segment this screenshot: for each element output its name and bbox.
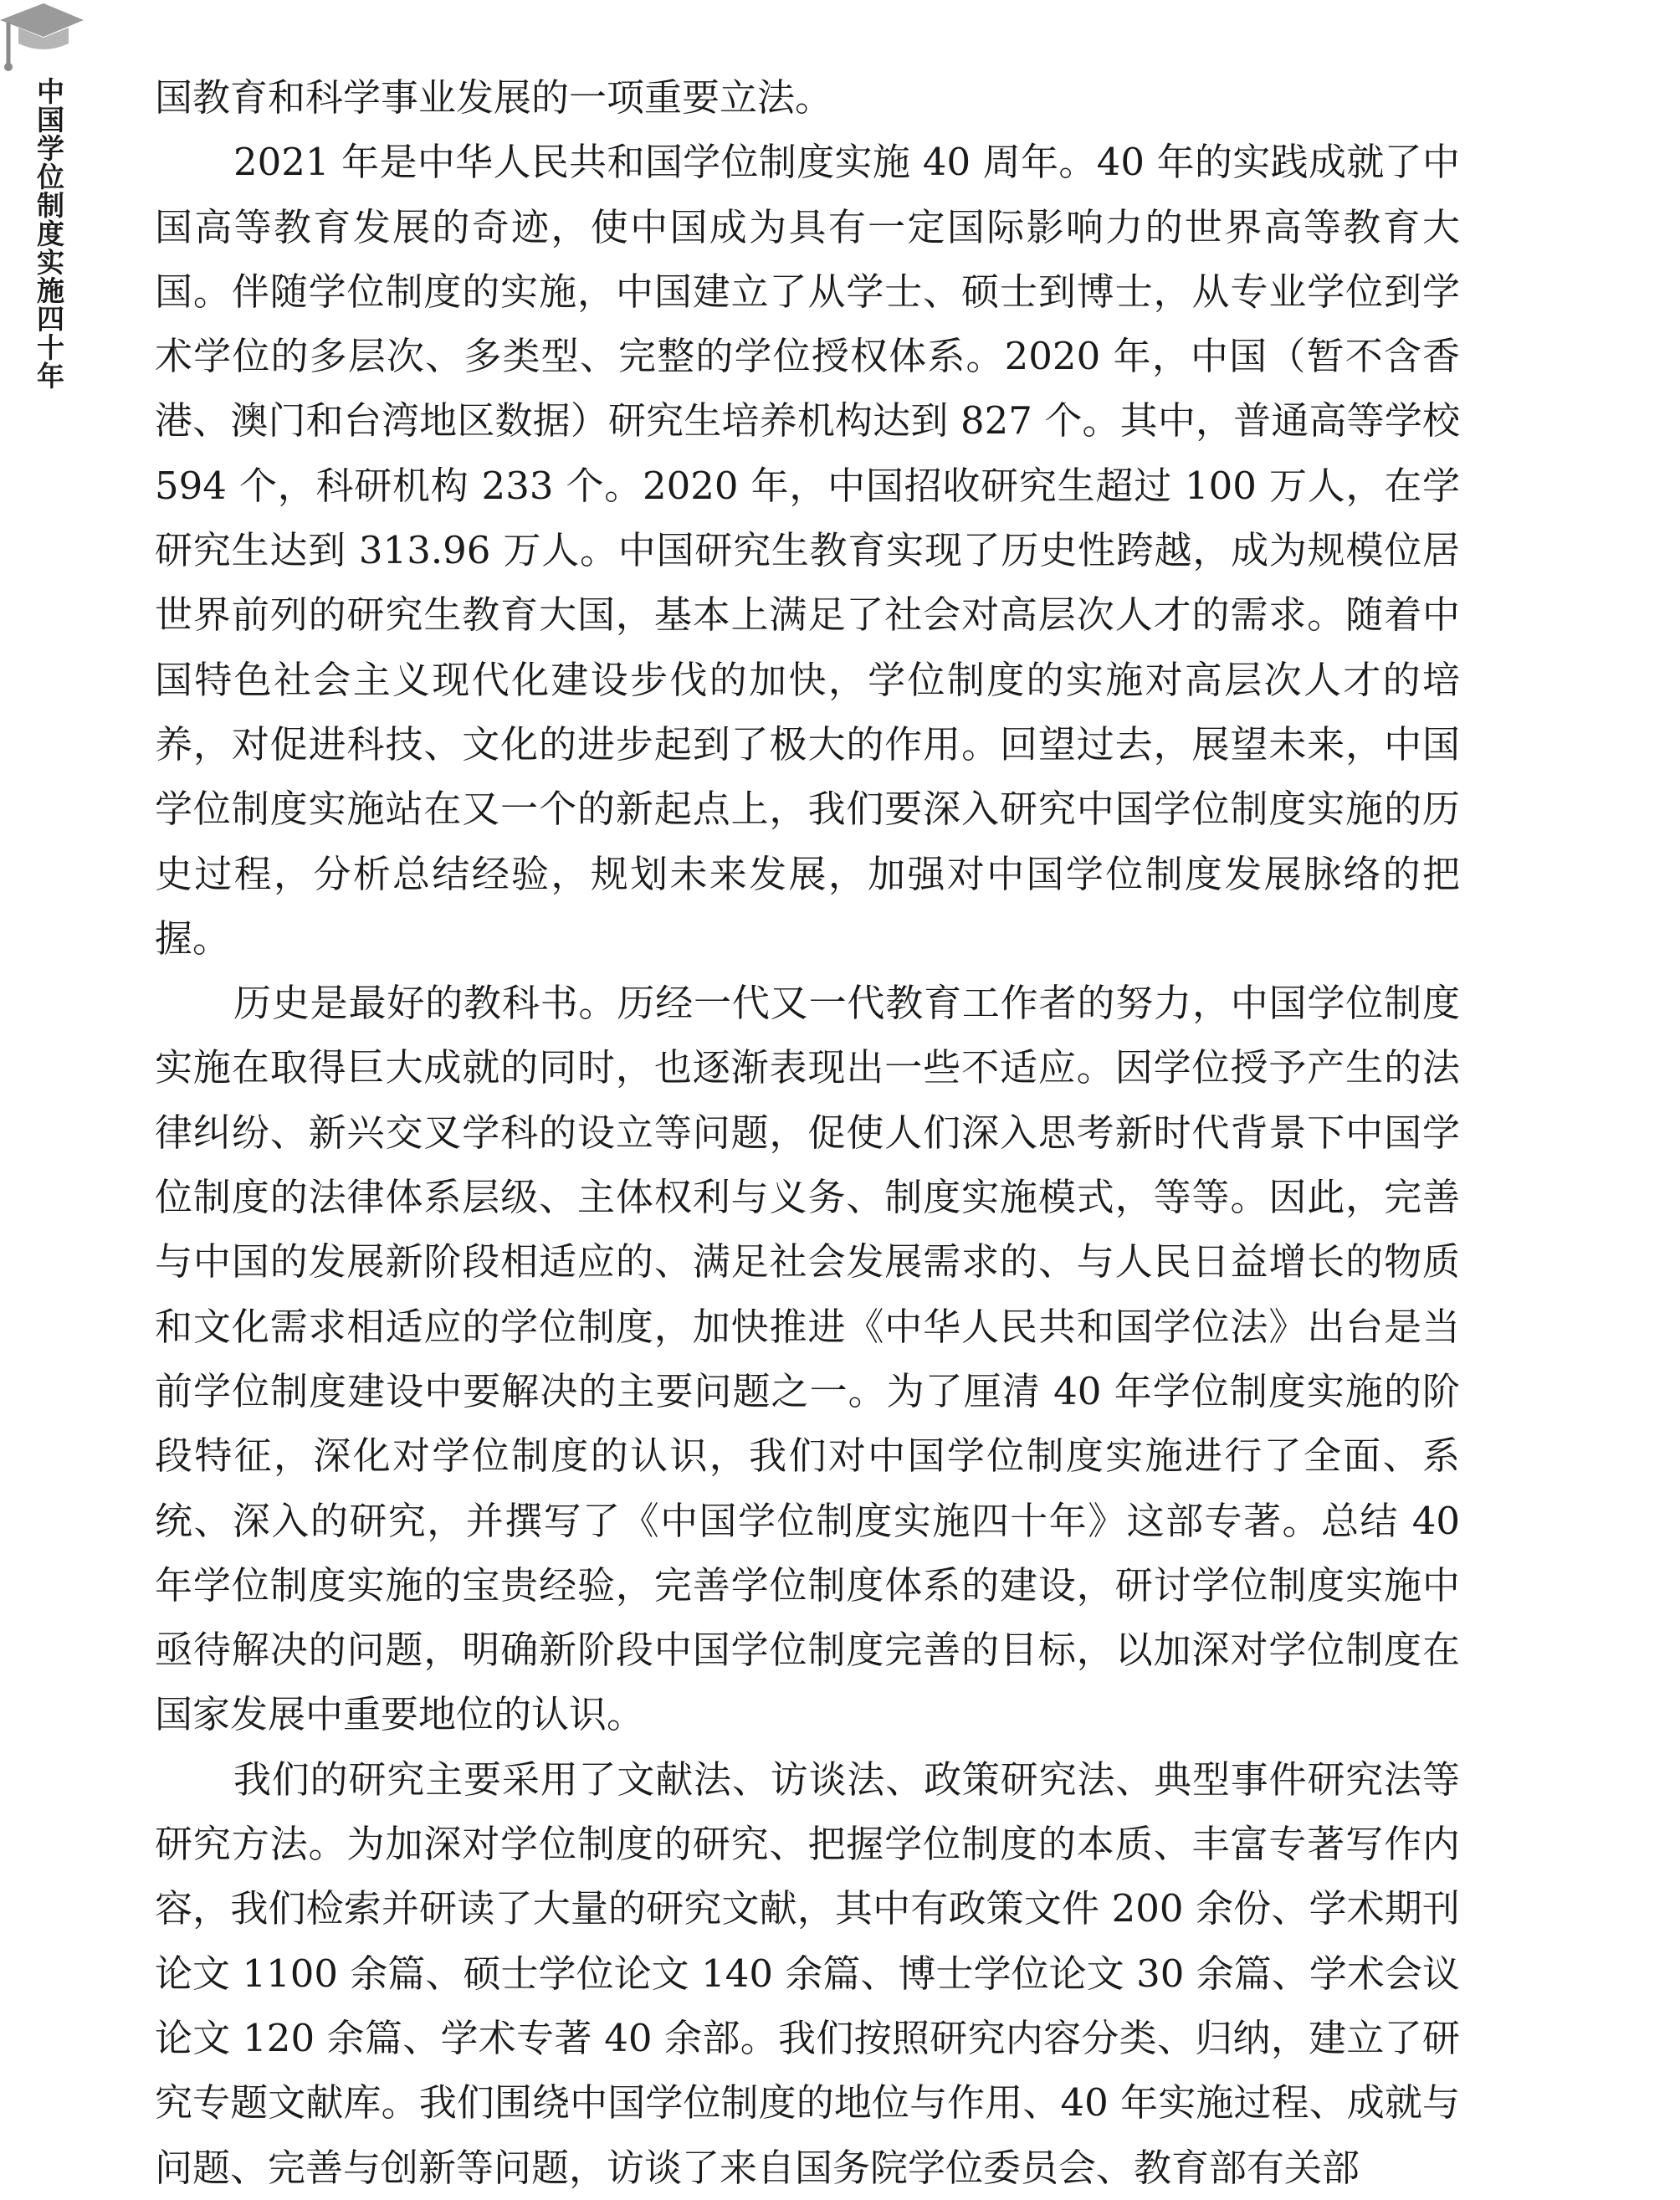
paragraph-continuation: 国教育和科学事业发展的一项重要立法。	[155, 75, 833, 120]
graduation-cap-icon	[0, 0, 84, 72]
paragraph: 历史是最好的教科书。历经一代又一代教育工作者的努力，中国学位制度实施在取得巨大成就的同时，也逐渐表现出一些不适应。因学位授予产生的法律纠纷、新兴交叉学科的设立等问题，促使人们深入思考新时代背景下中国学位制度的法律体系层级、主体权利与义务、制度实施模式，等等。因此，完善与中国的发展新阶段相适应的、满足社会发展需求的、与人民日益增长的物质和文化需求相适应的学位制度，加快推进《中华人民共和国学位法》出台是当前学位制度建设中要解决的主要问题之一。为了厘清 40 年学位制度实施的阶段特征，深化对学位制度的认识，我们对中国学位制度实施进行了全面、系统、深入的研究，并撰写了《中国学位制度实施四十年》这部专著。总结 40 年学位制度实施的宝贵经验，完善学位制度体系的建设，研讨学位制度实施中亟待解决的问题，明确新阶段中国学位制度完善的目标，以加深对学位制度在国家发展中重要地位的认识。	[155, 981, 1460, 1737]
running-title: 中国学位制度实施四十年	[33, 77, 65, 390]
body-text	[155, 65, 1460, 2200]
paragraph: 我们的研究主要采用了文献法、访谈法、政策研究法、典型事件研究法等研究方法。为加深对学位制度的研究、把握学位制度的本质、丰富专著写作内容，我们检索并研读了大量的研究文献，其中有政策文件 200 余份、学术期刊论文 1100 余篇、硕士学位论文 140 余篇、博士学位论文 30 余篇、学术会议论文 120 余篇、学术专著 40 余部。我们按照研究内容分类、归纳，建立了研究专题文献库。我们围绕中国学位制度的地位与作用、40 年实施过程、成就与问题、完善与创新等问题，访谈了来自国务院学位委员会、教育部有关部	[155, 1756, 1460, 2190]
paragraph: 2021 年是中华人民共和国学位制度实施 40 周年。40 年的实践成就了中国高等教育发展的奇迹，使中国成为具有一定国际影响力的世界高等教育大国。伴随学位制度的实施，中国建立了从学士、硕士到博士，从专业学位到学术学位的多层次、多类型、完整的学位授权体系。2020 年，中国（暂不含香港、澳门和台湾地区数据）研究生培养机构达到 827 个。其中，普通高等学校 594 个，科研机构 233 个。2020 年，中国招收研究生超过 100 万人，在学研究生达到 313.96 万人。中国研究生教育实现了历史性跨越，成为规模位居世界前列的研究生教育大国，基本上满足了社会对高层次人才的需求。随着中国特色社会主义现代化建设步伐的加快，学位制度的实施对高层次人才的培养，对促进科技、文化的进步起到了极大的作用。回望过去，展望未来，中国学位制度实施站在又一个的新起点上，我们要深入研究中国学位制度实施的历史过程，分析总结经验，规划未来发展，加强对中国学位制度发展脉络的把握。	[155, 140, 1460, 961]
